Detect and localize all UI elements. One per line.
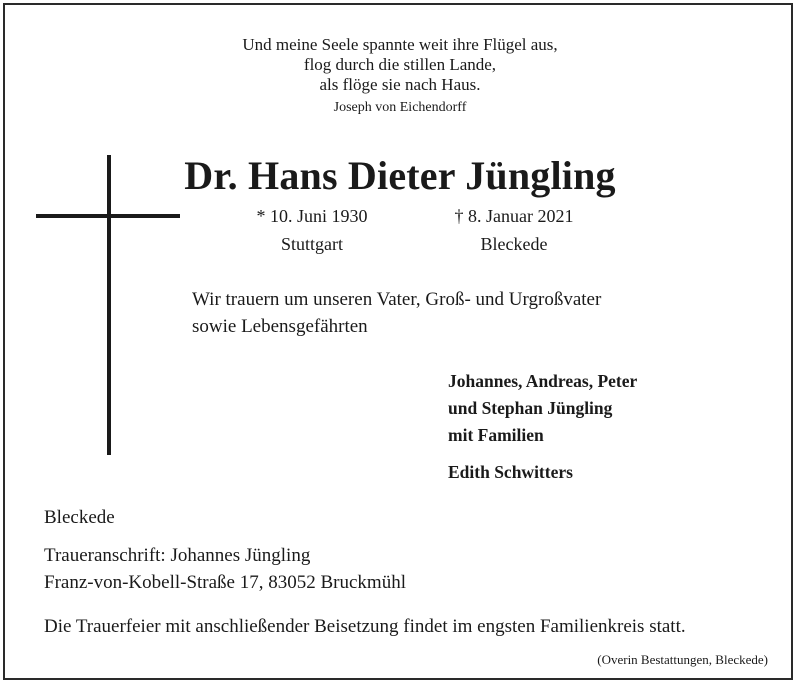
deceased-name: Dr. Hans Dieter Jüngling [184, 153, 616, 198]
poem-line-2: flog durch die stillen Lande, [303, 55, 497, 74]
mourning-line-1: Wir trauern um unseren Vater, Groß- und Urgroßvater [192, 289, 602, 310]
address-line-2: Franz-von-Kobell-Straße 17, 83052 Bruckmühl [44, 572, 406, 593]
place: Bleckede [44, 507, 115, 528]
ceremony-note: Die Trauerfeier mit anschließender Beisetzung findet im engsten Familienkreis statt. [44, 616, 686, 637]
family-line-3: mit Familien [448, 425, 544, 445]
mourning-line-2: sowie Lebensgefährten [192, 316, 368, 337]
address-line-1: Traueranschrift: Johannes Jüngling [44, 545, 311, 566]
poem-line-3: als flöge sie nach Haus. [319, 75, 481, 94]
cross-icon-vertical [107, 155, 111, 455]
birth-place: Stuttgart [281, 234, 343, 254]
funeral-home: (Overin Bestattungen, Bleckede) [597, 652, 768, 667]
death-place: Bleckede [480, 234, 548, 254]
birth-date: * 10. Juni 1930 [256, 206, 368, 226]
poem-author: Joseph von Eichendorff [333, 100, 467, 115]
death-date: † 8. Januar 2021 [454, 206, 574, 226]
family-line-2: und Stephan Jüngling [448, 398, 613, 418]
family-line-1: Johannes, Andreas, Peter [448, 371, 638, 391]
partner-name: Edith Schwitters [448, 462, 573, 482]
cross-icon-horizontal [36, 214, 180, 218]
poem-line-1: Und meine Seele spannte weit ihre Flügel aus, [242, 35, 558, 54]
